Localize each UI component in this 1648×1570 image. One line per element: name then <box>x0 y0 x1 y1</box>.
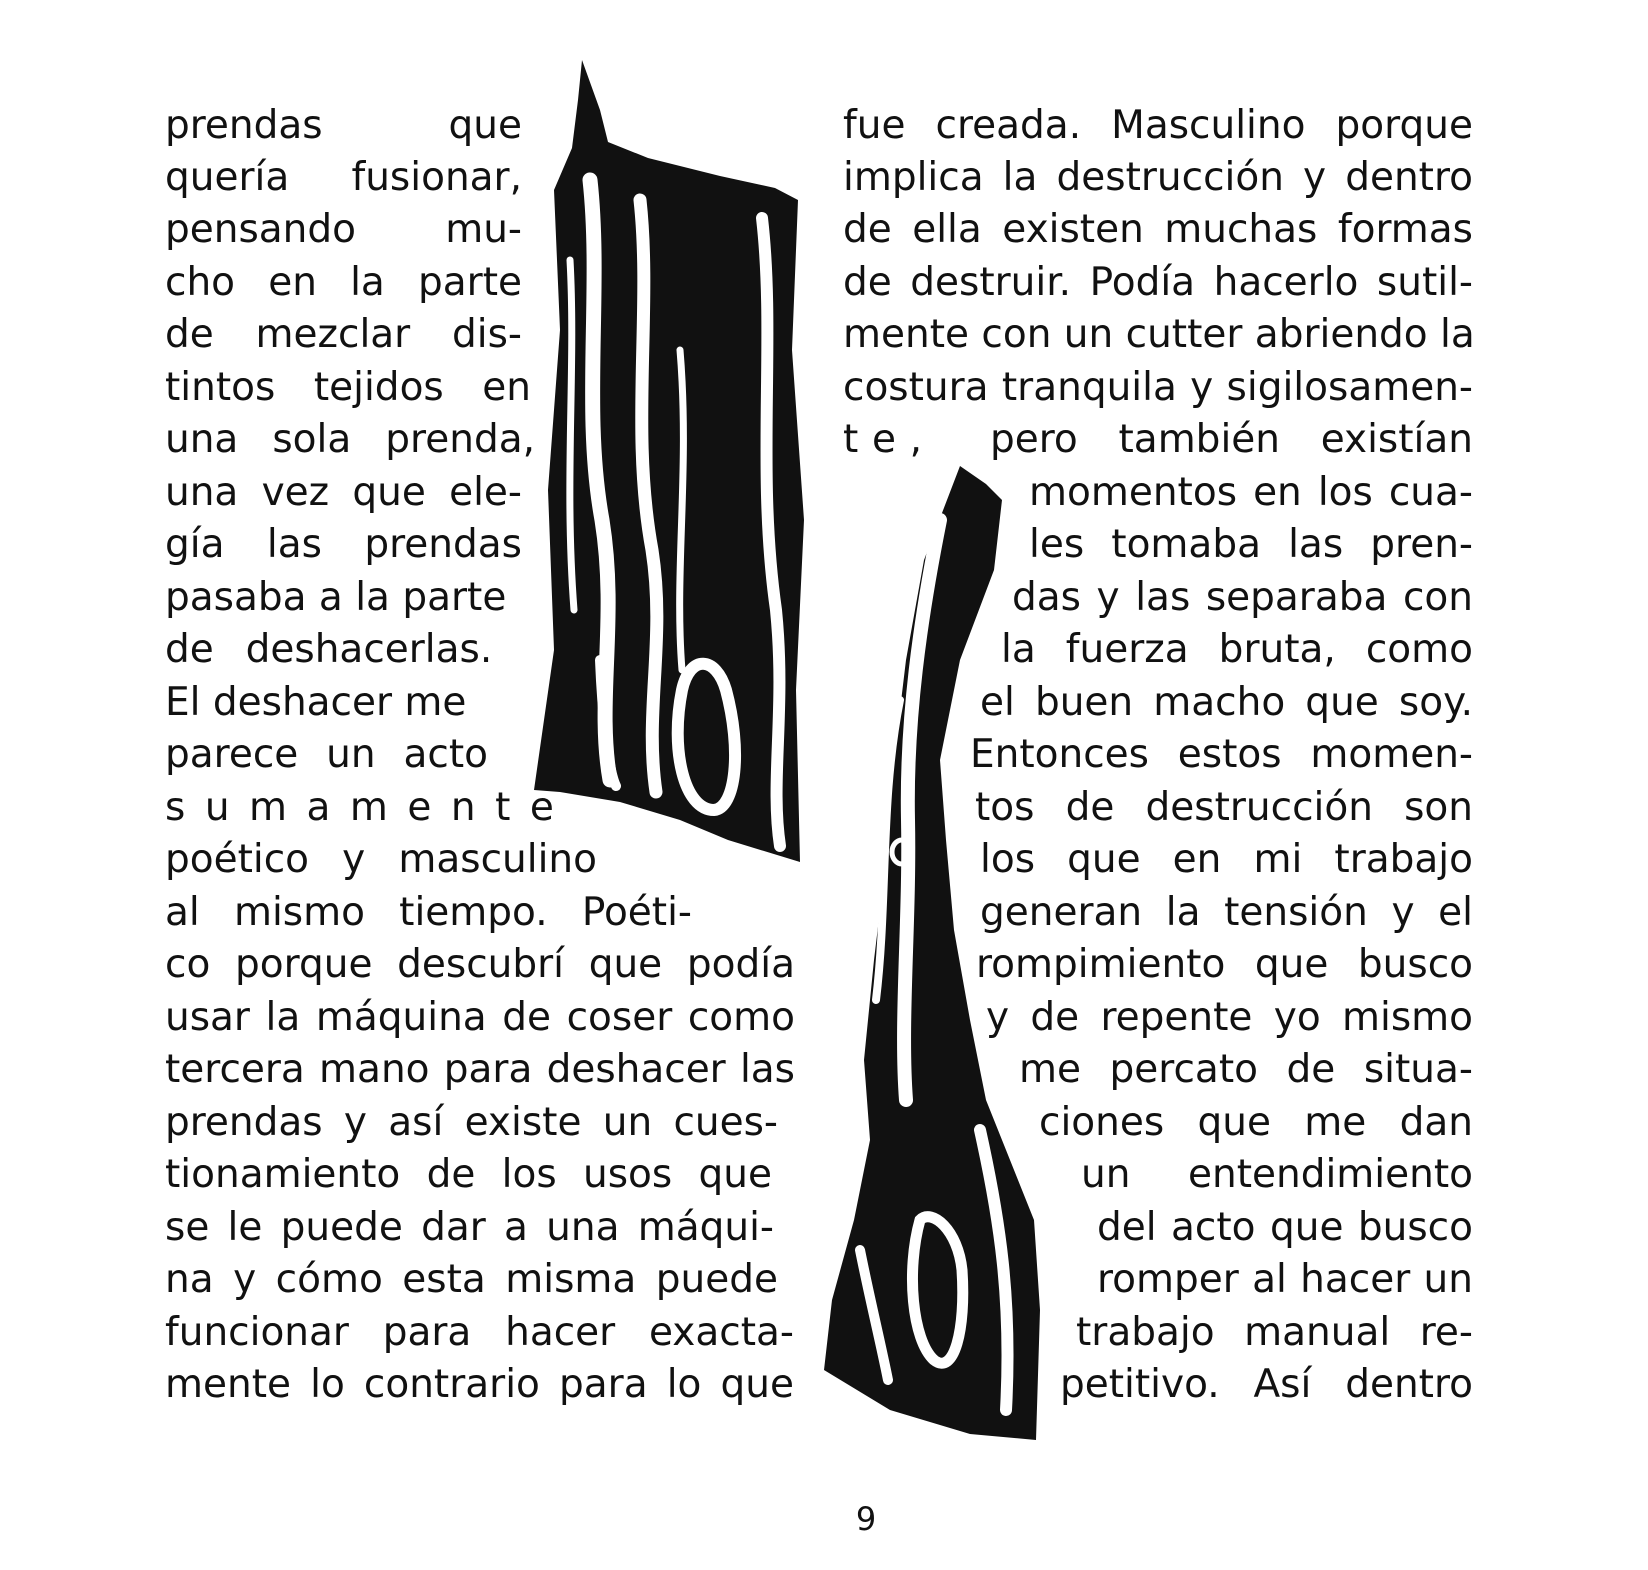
text-line: parece un acto <box>165 732 488 777</box>
text-line: les tomaba las pren- <box>1029 522 1473 567</box>
text-line: tintos tejidos en <box>165 365 531 410</box>
text-line: sumamente <box>165 785 574 830</box>
text-line: se le puede dar a una máqui- <box>165 1205 774 1250</box>
page-number: 9 <box>855 1500 877 1538</box>
text-line: das y las separaba con <box>1012 575 1473 620</box>
text-line: costura tranquila y sigilosamen- <box>843 365 1473 410</box>
text-line: de destruir. Podía hacerlo sutil- <box>843 260 1473 305</box>
text-line: un entendimiento <box>1081 1152 1473 1197</box>
text-line: Entonces estos momen- <box>970 732 1473 777</box>
text-line: de deshacerlas. <box>165 627 493 672</box>
text-line: tos de destrucción son <box>975 785 1473 830</box>
text-line: pasaba a la parte <box>165 575 507 620</box>
text-line: tercera mano para deshacer las <box>165 1047 795 1092</box>
text-line: co porque descubrí que podía <box>165 942 795 987</box>
text-line: romper al hacer un <box>1097 1257 1473 1302</box>
text-line: funcionar para hacer exacta- <box>165 1310 794 1355</box>
text-line: pensando mu- <box>165 207 522 252</box>
text-line: na y cómo esta misma puede <box>165 1257 778 1302</box>
text-line: usar la máquina de coser como <box>165 995 795 1040</box>
text-line: tionamiento de los usos que <box>165 1152 772 1197</box>
text-line: del acto que busco <box>1097 1205 1473 1250</box>
woodcut-strip-upper <box>530 50 830 870</box>
text-line: poético y masculino <box>165 837 597 882</box>
text-line: mente lo contrario para lo que <box>165 1362 794 1407</box>
text-line: una sola prenda, <box>165 417 535 462</box>
text-line: pero también existían <box>990 417 1473 462</box>
text-line: implica la destrucción y dentro <box>843 155 1473 200</box>
text-line: generan la tensión y el <box>980 890 1473 935</box>
text-line: cho en la parte <box>165 260 522 305</box>
text-line: el buen macho que soy. <box>980 680 1473 725</box>
text-line: rompimiento que busco <box>976 942 1473 987</box>
text-line: y de repente yo mismo <box>986 995 1473 1040</box>
text-line: me percato de situa- <box>1019 1047 1473 1092</box>
text-line: te, <box>843 417 936 462</box>
text-line: fue creada. Masculino porque <box>843 103 1473 148</box>
text-line: la fuerza bruta, como <box>1001 627 1473 672</box>
text-line: de ella existen muchas formas <box>843 207 1473 252</box>
text-line: prendas que <box>165 103 522 148</box>
text-line: ciones que me dan <box>1039 1100 1473 1145</box>
text-line: mente con un cutter abriendo la <box>843 312 1475 357</box>
text-line: quería fusionar, <box>165 155 522 200</box>
text-line: de mezclar dis- <box>165 312 522 357</box>
text-line: petitivo. Así dentro <box>1060 1362 1473 1407</box>
text-line: El deshacer me <box>165 680 467 725</box>
text-line: gía las prendas <box>165 522 522 567</box>
text-line: prendas y así existe un cues- <box>165 1100 778 1145</box>
text-line: una vez que ele- <box>165 470 522 515</box>
text-line: trabajo manual re- <box>1076 1310 1473 1355</box>
text-line: al mismo tiempo. Poéti- <box>165 890 692 935</box>
text-line: momentos en los cua- <box>1029 470 1473 515</box>
text-line: los que en mi trabajo <box>980 837 1473 882</box>
